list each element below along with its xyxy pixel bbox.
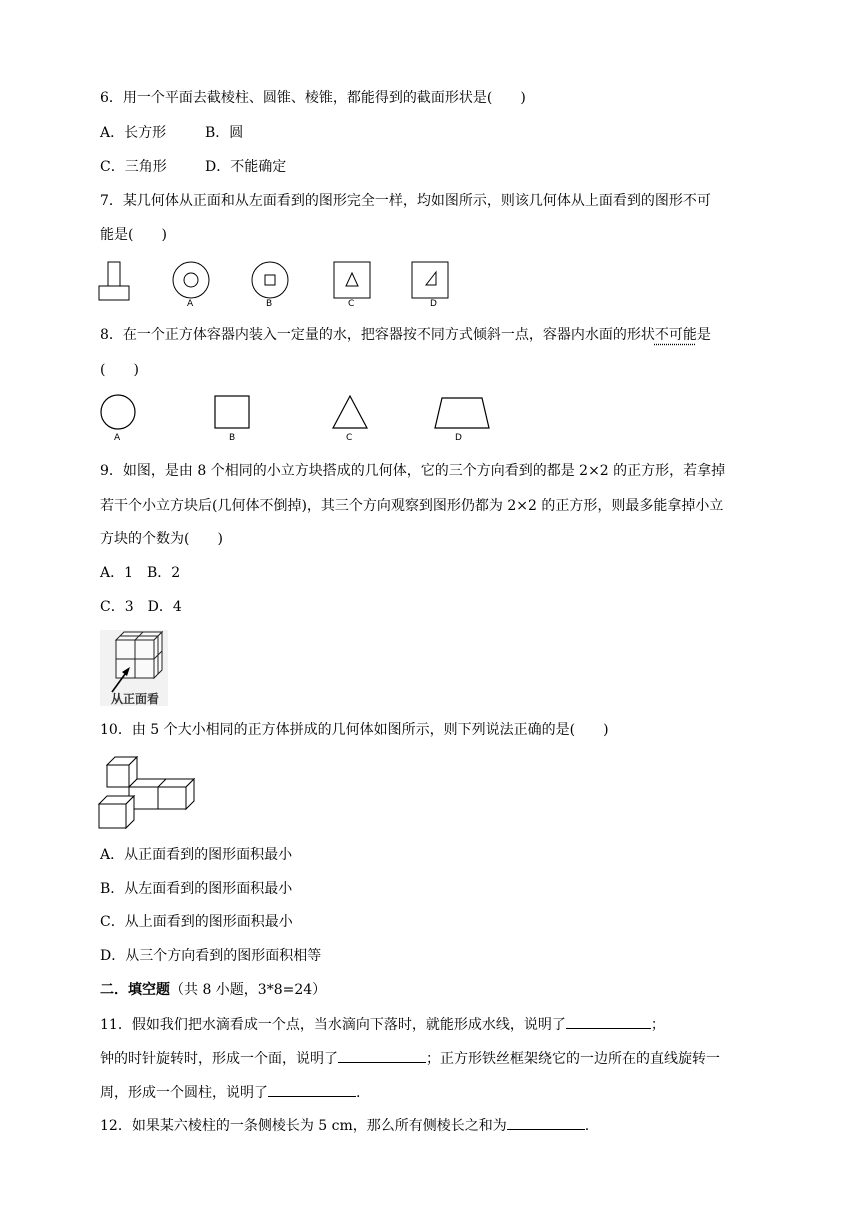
q8-stem-line-1: 8．在一个正方体容器内装入一定量的水，把容器按不同方式倾斜一点，容器内水面的形状不可能是 [100,327,711,343]
section-2-note: （共 8 小题，3*8=24） [170,982,327,998]
q9-options-line-1: A．1 B．2 [100,565,181,581]
section-2-title: 二．填空题 [100,982,170,998]
q7-figures [96,258,456,310]
q8-figures [96,393,506,435]
q7-label-b: B [266,299,273,309]
q8-label-d: D [455,433,462,443]
q10-option-c: C．从上面看到的图形面积最小 [100,914,293,930]
q11-line-1: 11．假如我们把水滴看成一个点，当水滴向下落时，就能形成水线，说明了 ； [100,1014,665,1035]
q8-figure-d-trapezoid [435,398,489,428]
q9-figure-caption: 从正面看 [111,692,160,706]
q7-figure-c [334,262,370,298]
q10-option-b: B．从左面看到的图形面积最小 [100,881,293,897]
q10-option-d: D．从三个方向看到的图形面积相等 [100,948,322,964]
q6-option-b: B．圆 [205,125,244,141]
q9-options-line-2: C．3 D．4 [100,599,182,615]
q10-cubes-figure [97,755,197,830]
q7-stem-line-1: 7．某几何体从正面和从左面看到的图形完全一样，均如图所示，则该几何体从上面看到的图形不可 [100,193,711,209]
q6-stem: 6．用一个平面去截棱柱、圆锥、棱锥，都能得到的截面形状是( ) [100,90,526,106]
q6-option-a: A．长方形 [100,125,167,141]
q10-option-a: A．从正面看到的图形面积最小 [100,847,293,863]
q6-options-row-2 [100,157,286,177]
q11-line-2: 钟的时针旋转时，形成一个面，说明了 ；正方形铁丝框架绕它的一边所在的直线旋转一 [100,1048,720,1069]
q7-figure-a [173,262,209,298]
q11-blank-3 [268,1082,356,1097]
q7-label-a: A [187,299,194,309]
q7-stem-line-2: 能是( ) [100,227,167,243]
q8-figure-a-circle [101,395,135,429]
q9-stem-line-3: 方块的个数为( ) [100,531,223,547]
q8-label-a: A [114,433,121,443]
q7-main-view-figure [99,262,129,300]
q12-stem: 12．如果某六棱柱的一条侧棱长为 5 cm，那么所有侧棱长之和为 . [100,1115,589,1136]
q6-options-row-1 [100,123,243,143]
q8-label-c: C [346,433,353,443]
q7-label-d: D [430,299,437,309]
q10-stem: 10．由 5 个大小相同的正方体拼成的几何体如图所示，则下列说法正确的是( ) [100,722,609,738]
q11-blank-2 [338,1048,426,1063]
q8-stem-line-2: ( ) [100,362,139,378]
q7-figure-d [412,262,448,298]
section-2-heading [100,980,326,1000]
q7-figure-b [252,262,288,298]
q8-figure-c-triangle [333,396,367,428]
q6-option-d: D．不能确定 [205,159,287,175]
q6-option-c: C．三角形 [100,159,167,175]
q9-stem-line-2: 若干个小立方块后(几何体不倒掉)，其三个方向观察到图形仍都为 2×2 的正方形，则最多能拿掉小立 [100,498,724,514]
q12-blank [507,1115,585,1130]
q9-stem-line-1: 9．如图，是由 8 个相同的小立方块搭成的几何体，它的三个方向看到的都是 2×2 的正方形，若拿掉 [100,463,726,479]
q8-figure-b-square [215,396,249,428]
q7-label-c: C [348,299,355,309]
q11-line-3: 周，形成一个圆柱，说明了 . [100,1082,360,1103]
emphasis-dots: 不可能 [654,327,697,343]
q11-blank-1 [566,1014,651,1029]
q8-label-b: B [229,433,236,443]
